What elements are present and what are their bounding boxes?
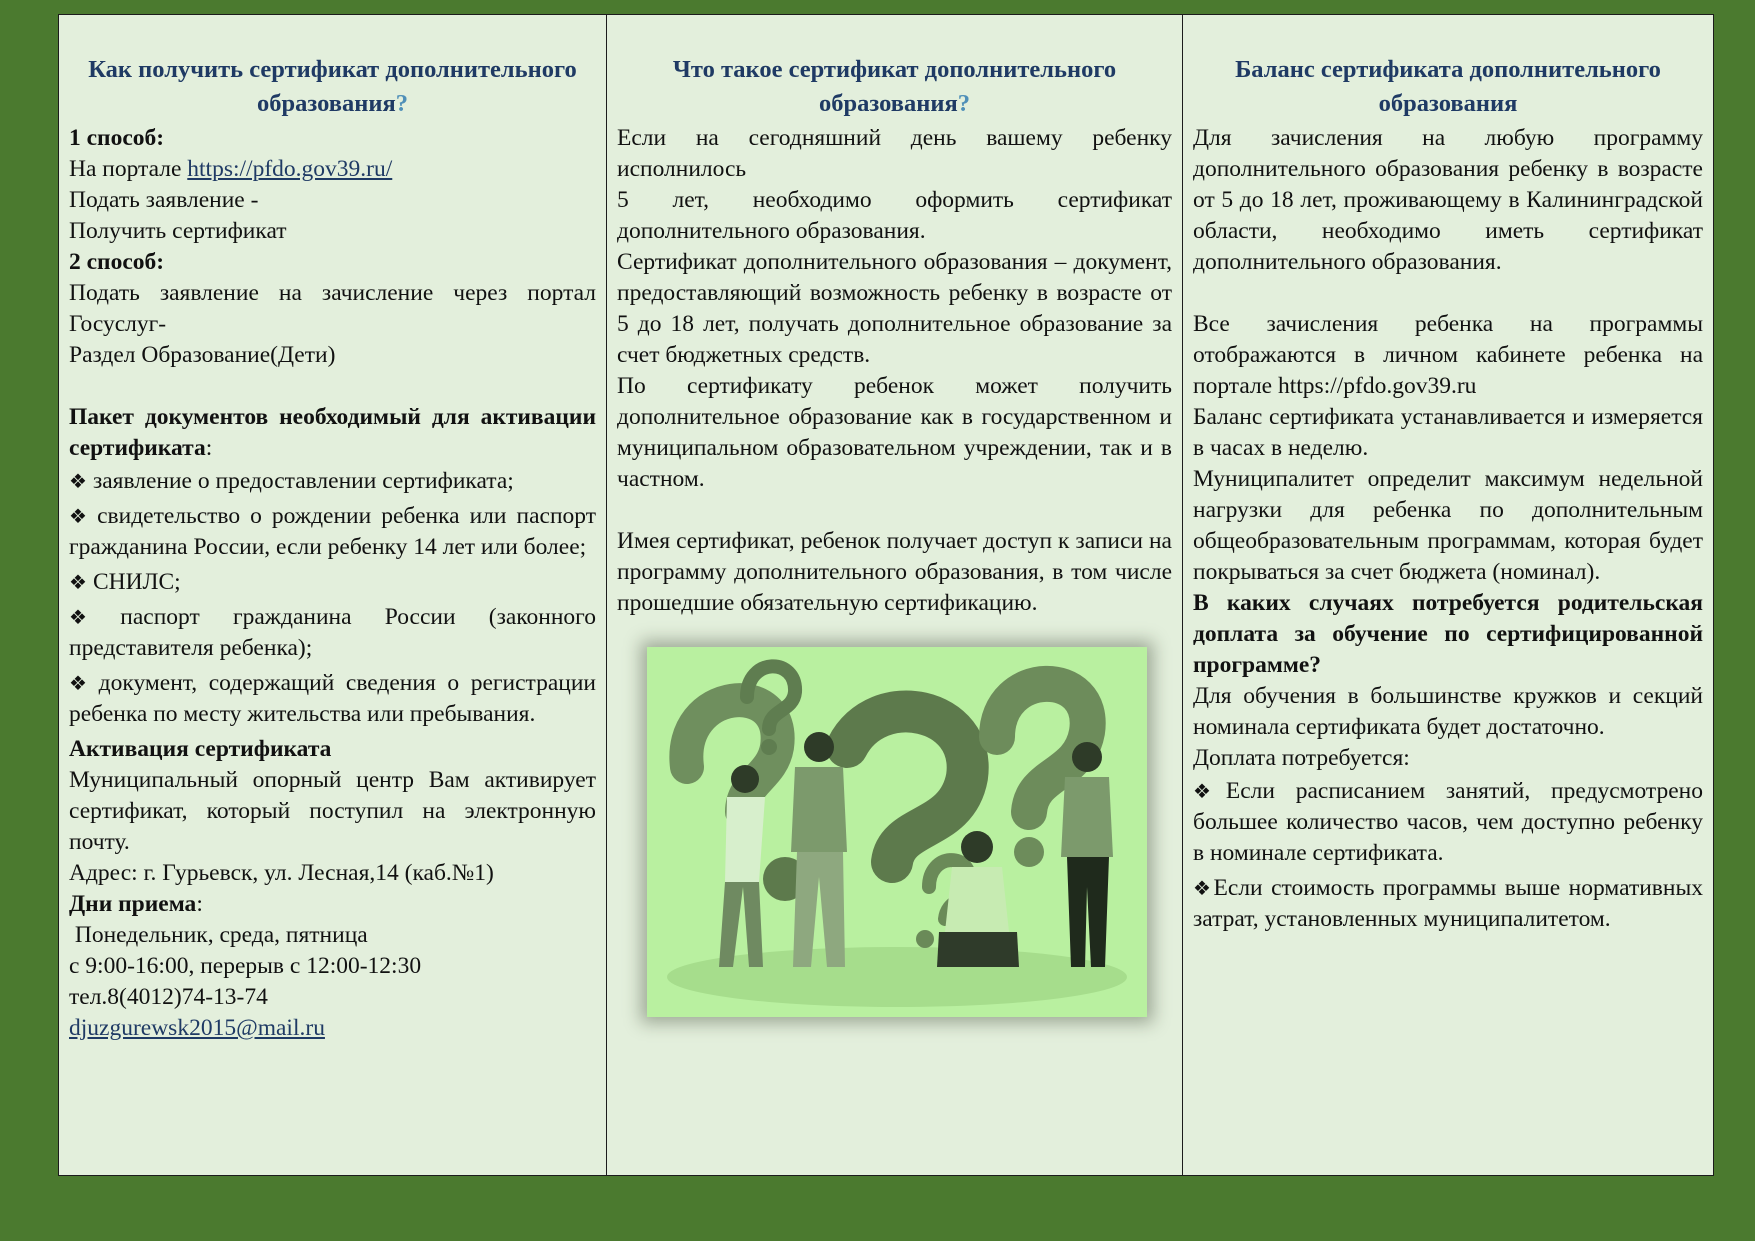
paragraph: 5 лет, необходимо оформить сертификат дополнительного образования. <box>617 187 1172 244</box>
question-mark-dot-icon <box>761 739 777 755</box>
question-mark-icon <box>686 700 777 812</box>
list-item: ❖Если расписанием занятий, предусмотрено большее количество часов, чем доступно ребенку в номинале сертификата. <box>1193 778 1703 866</box>
person-head <box>1072 742 1102 772</box>
way1-step: Получить сертификат <box>69 218 287 244</box>
paragraph: Имея сертификат, ребенок получает доступ к записи на программу дополнительного образования, в том числе прошедшие обязательную сертификацию. <box>617 528 1172 616</box>
email-link[interactable]: djuzgurewsk2015@mail.ru <box>69 1015 325 1041</box>
way2-label: 2 способ: <box>69 249 165 275</box>
diamond-bullet-icon: ❖ <box>69 469 87 493</box>
diamond-bullet-icon: ❖ <box>69 570 87 594</box>
person-body <box>1061 777 1113 857</box>
column-what-is <box>606 15 1182 1175</box>
person-body <box>725 797 765 882</box>
person-head <box>731 765 759 793</box>
diamond-bullet-icon: ❖ <box>69 504 92 528</box>
list-item: ❖Если стоимость программы выше нормативных затрат, установленных муниципалитетом. <box>1193 875 1703 932</box>
way1-step: Подать заявление - <box>69 187 259 213</box>
address: Адрес: г. Гурьевск, ул. Лесная,14 (каб.№1) <box>69 860 494 886</box>
list-item: ❖ свидетельство о рождении ребенка или паспорт гражданина России, если ребенку 14 лет или более; <box>69 503 596 560</box>
diamond-bullet-icon: ❖ <box>1193 876 1214 900</box>
portal-link[interactable]: https://pfdo.gov39.ru/ <box>187 156 393 182</box>
days-label: Дни приема: <box>69 891 203 917</box>
phone: тел.8(4012)74-13-74 <box>69 984 268 1010</box>
question-mark-dot-icon <box>1014 837 1044 867</box>
payment-question-heading: В каких случаях потребуется родительская доплата за обучение по сертифицированной программе? <box>1193 590 1703 678</box>
paragraph: Баланс сертификата устанавливается и измеряется в часах в неделю. <box>1193 404 1703 461</box>
person-legs <box>1067 857 1109 967</box>
list-item: ❖ документ, содержащий сведения о регистрации ребенка по месту жительства или пребывания. <box>69 670 596 727</box>
docs-heading: Пакет документов необходимый для активации сертификата: <box>69 404 596 461</box>
person-head <box>804 732 834 762</box>
list-item: ❖ СНИЛС; <box>69 569 181 595</box>
paragraph: Муниципалитет определит максимум недельной нагрузки для ребенка по дополнительным общеобразовательным программам, которая будет покрываться за счет бюджета (номинал). <box>1193 466 1703 585</box>
way1-label: 1 способ: <box>69 125 165 151</box>
paragraph: Доплата потребуется: <box>1193 745 1410 771</box>
person-legs <box>937 932 1019 967</box>
person-legs <box>719 882 763 967</box>
diamond-bullet-icon: ❖ <box>1193 779 1226 803</box>
column-title: Баланс сертификата дополнительного образования <box>1235 56 1661 117</box>
question-people-illustration <box>647 647 1147 1017</box>
paragraph: Для зачисления на любую программу дополнительного образования ребенку в возрасте от 5 до 18 лет, проживающему в Калининградской области, необходимо иметь сертификат дополнительного образования. <box>1193 125 1703 275</box>
person-body <box>945 867 1009 932</box>
docs-list <box>69 466 596 730</box>
brochure-sheet <box>58 14 1714 1176</box>
cases-list <box>1193 776 1703 935</box>
column-balance <box>1182 15 1713 1175</box>
activation-text: Муниципальный опорный центр Вам активирует сертификат, который поступил на электронную почту. <box>69 767 596 855</box>
way1-portal: На портале https://pfdo.gov39.ru/ <box>69 156 393 182</box>
paragraph: Сертификат дополнительного образования – документ, предоставляющий возможность ребенку в возрасте от 5 до 18 лет, получать дополнительное образование за счет бюджетных средств. <box>617 249 1172 368</box>
person-body <box>791 767 847 852</box>
paragraph: По сертификату ребенок может получить дополнительное образование как в государственном и муниципальном образовательном учреждении, так и в частном. <box>617 373 1172 492</box>
question-mark-icon <box>847 711 968 862</box>
paragraph: Все зачисления ребенка на программы отображаются в личном кабинете ребенка на портале https://pfdo.gov39.ru <box>1193 311 1703 399</box>
list-item: ❖ паспорт гражданина России (законного представителя ребенка); <box>69 604 596 661</box>
diamond-bullet-icon: ❖ <box>69 671 93 695</box>
way2-text: Раздел Образование(Дети) <box>69 342 336 368</box>
paragraph: Если на сегодняшний день вашему ребенку исполнилось <box>617 125 1172 182</box>
column-title: Что такое сертификат дополнительного образования? <box>672 56 1117 117</box>
paragraph: Для обучения в большинстве кружков и секций номинала сертификата будет достаточно. <box>1193 683 1703 740</box>
activation-heading: Активация сертификата <box>69 736 332 762</box>
diamond-bullet-icon: ❖ <box>69 605 115 629</box>
person-head <box>961 831 993 863</box>
days: Понедельник, среда, пятница <box>69 922 368 948</box>
column-title: Как получить сертификат дополнительного образования? <box>88 56 577 117</box>
list-item: ❖ заявление о предоставлении сертификата; <box>69 468 514 494</box>
way2-text: Подать заявление на зачисление через портал Госуслуг- <box>69 280 596 337</box>
column-how-to-get <box>59 15 606 1175</box>
question-mark-dot-icon <box>916 930 934 948</box>
hours: с 9:00-16:00, перерыв с 12:00-12:30 <box>69 953 422 979</box>
